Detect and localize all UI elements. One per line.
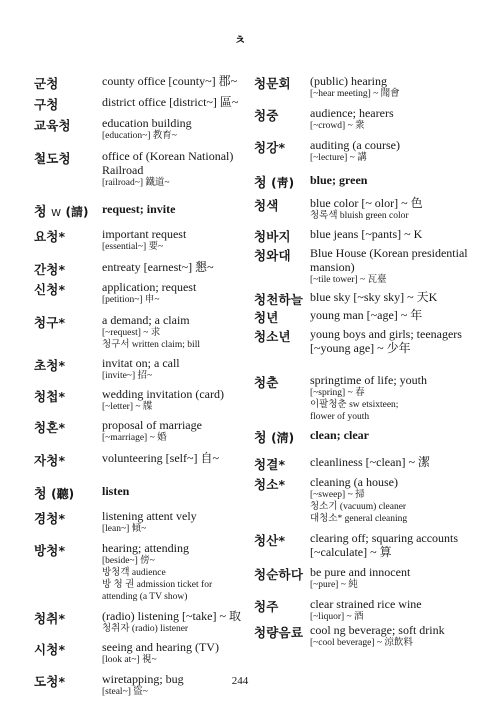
entry-definition — [102, 356, 250, 382]
entry-headword: 청소* — [254, 477, 286, 492]
dictionary-entry — [34, 74, 250, 91]
entry-headword: 청산* — [254, 533, 286, 548]
dictionary-entry — [34, 280, 250, 306]
dictionary-entry — [34, 116, 250, 142]
entry-subline: [~cool beverage] ~ 涼飲料 — [310, 638, 413, 648]
entry-subline: [~pure] ~ 純 — [310, 580, 358, 590]
dictionary-entry — [34, 387, 250, 413]
entry-gloss: volunteering [self~] 自~ — [102, 451, 219, 465]
dictionary-entry — [34, 227, 250, 253]
entry-subline: [~spring] ~ 春 — [310, 388, 365, 398]
entry-subline: 청취자 (radio) listener — [102, 624, 189, 634]
entry-gloss: application; request — [102, 280, 197, 294]
entry-headword: 경청* — [34, 511, 66, 526]
entry-gloss: cleaning (a house) — [310, 475, 398, 489]
section-gloss: listen — [102, 484, 130, 498]
dictionary-entry — [34, 356, 250, 382]
entry-definition — [102, 74, 250, 88]
entry-definition — [102, 149, 250, 189]
entry-headword: 청강* — [254, 140, 286, 155]
entry-gloss: cool ng beverage; soft drink — [310, 623, 445, 637]
entry-headword: 초청* — [34, 358, 66, 373]
entry-gloss: a demand; a claim — [102, 313, 190, 327]
entry-headword: 청년 — [254, 310, 279, 325]
section-gloss: blue; green — [310, 173, 368, 187]
section-headword: 청 — [254, 431, 267, 446]
section-gloss: clean; clear — [310, 428, 369, 442]
entry-subline: [essential~] 要~ — [102, 242, 164, 252]
dictionary-entry — [254, 455, 468, 472]
entry-headword: 청량음료 — [254, 625, 304, 640]
entry-headword: 청소년 — [254, 329, 291, 344]
entry-headword: 청결* — [254, 457, 286, 472]
dictionary-entry — [34, 149, 250, 189]
entry-subline: [~sweep] ~ 掃 — [310, 490, 365, 500]
dictionary-entry — [254, 308, 468, 325]
entry-definition — [102, 227, 250, 253]
entry-headword: 청첩* — [34, 389, 66, 404]
entry-headword: 청색 — [254, 198, 279, 213]
entry-subline: [~crowd] ~ 衆 — [310, 121, 365, 131]
entry-headword: 방청* — [34, 543, 66, 558]
entry-subline: [~letter] ~ 牒 — [102, 402, 153, 412]
entry-definition — [102, 280, 250, 306]
entry-headword: 청문회 — [254, 76, 291, 91]
section-heading — [254, 172, 468, 194]
dictionary-entry — [34, 509, 250, 535]
entry-gloss: education building — [102, 116, 192, 130]
entry-gloss: hearing; attending — [102, 541, 189, 555]
entry-gloss: important request — [102, 227, 187, 241]
left-column — [34, 74, 250, 698]
entry-definition — [310, 246, 468, 286]
section-gloss: request; invite — [102, 202, 176, 216]
entry-gloss: blue color [~ olor] ~ 色 — [310, 196, 423, 210]
entry-headword: 철도청 — [34, 151, 71, 166]
entry-subline: 청구서 written claim; bill — [102, 340, 200, 350]
entry-headword: 신청* — [34, 282, 66, 297]
section-headword: 청 — [34, 487, 47, 502]
entry-definition — [102, 116, 250, 142]
dictionary-entry — [254, 531, 468, 559]
entry-gloss: district office [district~] 區~ — [102, 95, 239, 109]
entry-gloss: wedding invitation (card) — [102, 387, 224, 401]
entry-definition — [310, 565, 468, 591]
section-note: W — [51, 208, 61, 219]
entry-definition — [102, 418, 250, 444]
entry-gloss: clearing off; squaring accounts [~calculate] ~ 算 — [310, 531, 459, 559]
entry-headword: 간청* — [34, 262, 66, 277]
entry-subline: attending (a TV show) — [102, 592, 188, 602]
entry-definition — [102, 451, 250, 465]
entry-definition — [310, 138, 468, 164]
entry-subline: [railroad~] 鐵道~ — [102, 178, 170, 188]
entry-subline: 청소기 (vacuum) cleaner — [310, 502, 407, 512]
entry-definition — [102, 387, 250, 413]
entry-gloss: be pure and innocent — [310, 565, 411, 579]
entry-subline: [~lecture] ~ 講 — [310, 153, 367, 163]
dictionary-entry — [34, 451, 250, 468]
entry-gloss: blue jeans [~pants] ~ K — [310, 227, 423, 241]
entry-headword: 청혼* — [34, 420, 66, 435]
dictionary-entry — [254, 138, 468, 164]
entry-subline: [~liquor] ~ 酒 — [310, 612, 364, 622]
entry-gloss: invitat on; a call — [102, 356, 180, 370]
entry-subline: [~request] ~ 求 — [102, 328, 161, 338]
entry-definition — [102, 313, 250, 351]
entry-headword: 청주 — [254, 599, 279, 614]
dictionary-entry — [34, 260, 250, 277]
entry-headword: 시청* — [34, 642, 66, 657]
entry-definition — [310, 196, 468, 222]
entry-definition — [102, 260, 250, 274]
dictionary-entry — [34, 313, 250, 351]
entry-gloss: blue sky [~sky sky] ~ 天K — [310, 290, 438, 304]
entry-definition — [310, 623, 468, 649]
entry-definition — [102, 640, 250, 666]
entry-gloss: young man [~age] ~ 年 — [310, 308, 423, 322]
entry-headword: 도청* — [34, 674, 66, 689]
entry-subline: [~marriage] ~ 婚 — [102, 433, 167, 443]
entry-headword: 청구* — [34, 315, 66, 330]
page-number: 244 — [231, 675, 249, 687]
dictionary-entry — [254, 623, 468, 649]
dictionary-entry — [34, 418, 250, 444]
entry-gloss: (radio) listening [~take] ~ 取 — [102, 609, 241, 623]
entry-headword: 구청 — [34, 97, 59, 112]
entry-definition — [310, 531, 468, 559]
entry-definition — [310, 290, 468, 304]
section-headword: 청 — [34, 205, 47, 220]
entry-gloss: seeing and hearing (TV) — [102, 640, 219, 654]
entry-gloss: audience; hearers — [310, 106, 394, 120]
entry-subline: 이팔청춘 sw etsixteen; — [310, 400, 399, 410]
entry-subline: [look at~] 視~ — [102, 655, 157, 665]
section-hanja: (聽) — [51, 487, 75, 501]
entry-headword: 청춘 — [254, 375, 279, 390]
dictionary-entry — [254, 196, 468, 222]
entry-headword: 청바지 — [254, 229, 291, 244]
entry-definition — [310, 74, 468, 100]
entry-subline: 방청객 audience — [102, 568, 166, 578]
entry-subline: [petition~] 申~ — [102, 295, 160, 305]
entry-definition — [310, 308, 468, 322]
dictionary-entry — [254, 327, 468, 355]
entry-subline: 대청소* general cleaning — [310, 514, 408, 524]
entry-gloss: young boys and girls; teenagers [~young age] ~ 少年 — [310, 327, 462, 355]
page-header-mark: ㅊ — [234, 33, 246, 47]
dictionary-entry — [254, 597, 468, 623]
entry-gloss: cleanliness [~clean] ~ 潔 — [310, 455, 430, 469]
entry-definition — [310, 327, 468, 355]
dictionary-entry — [254, 227, 468, 244]
section-hanja: (靑) — [271, 176, 295, 190]
entry-definition — [102, 541, 250, 603]
entry-gloss: county office [county~] 郡~ — [102, 74, 238, 88]
entry-subline: [lean~] 傾~ — [102, 524, 147, 534]
entry-gloss: wiretapping; bug — [102, 672, 184, 686]
entry-subline: [~hear meeting] ~ 聞會 — [310, 89, 400, 99]
entry-headword: 청취* — [34, 611, 66, 626]
dictionary-entry — [34, 640, 250, 666]
entry-subline: [invite~] 招~ — [102, 371, 153, 381]
entry-gloss: proposal of marriage — [102, 418, 202, 432]
entry-headword: 청중 — [254, 108, 279, 123]
dictionary-entry — [34, 609, 250, 635]
section-headword: 청 — [254, 176, 267, 191]
entry-subline: 청록색 bluish green color — [310, 211, 409, 221]
entry-gloss: clear strained rice wine — [310, 597, 422, 611]
dictionary-entry — [254, 373, 468, 423]
entry-definition — [310, 597, 468, 623]
entry-subline: [steal~] 盜~ — [102, 687, 148, 697]
entry-subline: [education~] 教育~ — [102, 131, 177, 141]
entry-gloss: Blue House (Korean presidential mansion) — [310, 246, 468, 274]
entry-headword: 요청* — [34, 229, 66, 244]
dictionary-entry — [254, 74, 468, 100]
dictionary-entry — [34, 95, 250, 112]
dictionary-entry — [254, 246, 468, 286]
right-column — [254, 74, 468, 649]
entry-definition — [102, 95, 250, 109]
section-hanja: (淸) — [271, 431, 295, 445]
entry-headword: 청와대 — [254, 248, 291, 263]
entry-headword: 교육청 — [34, 118, 71, 133]
section-hanja: (請) — [65, 205, 89, 219]
entry-gloss: office of (Korean National) Railroad — [102, 149, 234, 177]
entry-subline: [~tile tower] ~ 瓦臺 — [310, 275, 387, 285]
entry-gloss: auditing (a course) — [310, 138, 400, 152]
entry-definition — [102, 609, 250, 635]
dictionary-entry — [34, 541, 250, 603]
entry-subline: 방 청 권 admission ticket for — [102, 580, 213, 590]
dictionary-entry — [254, 475, 468, 525]
entry-gloss: springtime of life; youth — [310, 373, 427, 387]
section-heading — [34, 201, 250, 223]
entry-subline: [beside~] 傍~ — [102, 556, 155, 566]
entry-headword: 청순하다 — [254, 567, 304, 582]
entry-subline: flower of youth — [310, 412, 370, 422]
entry-gloss: (public) hearing — [310, 74, 387, 88]
entry-definition — [310, 475, 468, 525]
entry-gloss: entreaty [earnest~] 懇~ — [102, 260, 214, 274]
entry-definition — [310, 373, 468, 423]
section-heading — [254, 427, 468, 449]
section-heading — [34, 483, 250, 505]
dictionary-entry — [254, 290, 468, 307]
entry-gloss: listening attent vely — [102, 509, 197, 523]
entry-definition — [102, 509, 250, 535]
entry-headword: 자청* — [34, 453, 66, 468]
dictionary-entry — [254, 106, 468, 132]
entry-headword: 청천하늘 — [254, 292, 304, 307]
entry-definition — [310, 455, 468, 469]
entry-definition — [310, 106, 468, 132]
dictionary-entry — [254, 565, 468, 591]
entry-definition — [310, 227, 468, 241]
entry-headword: 군청 — [34, 76, 59, 91]
